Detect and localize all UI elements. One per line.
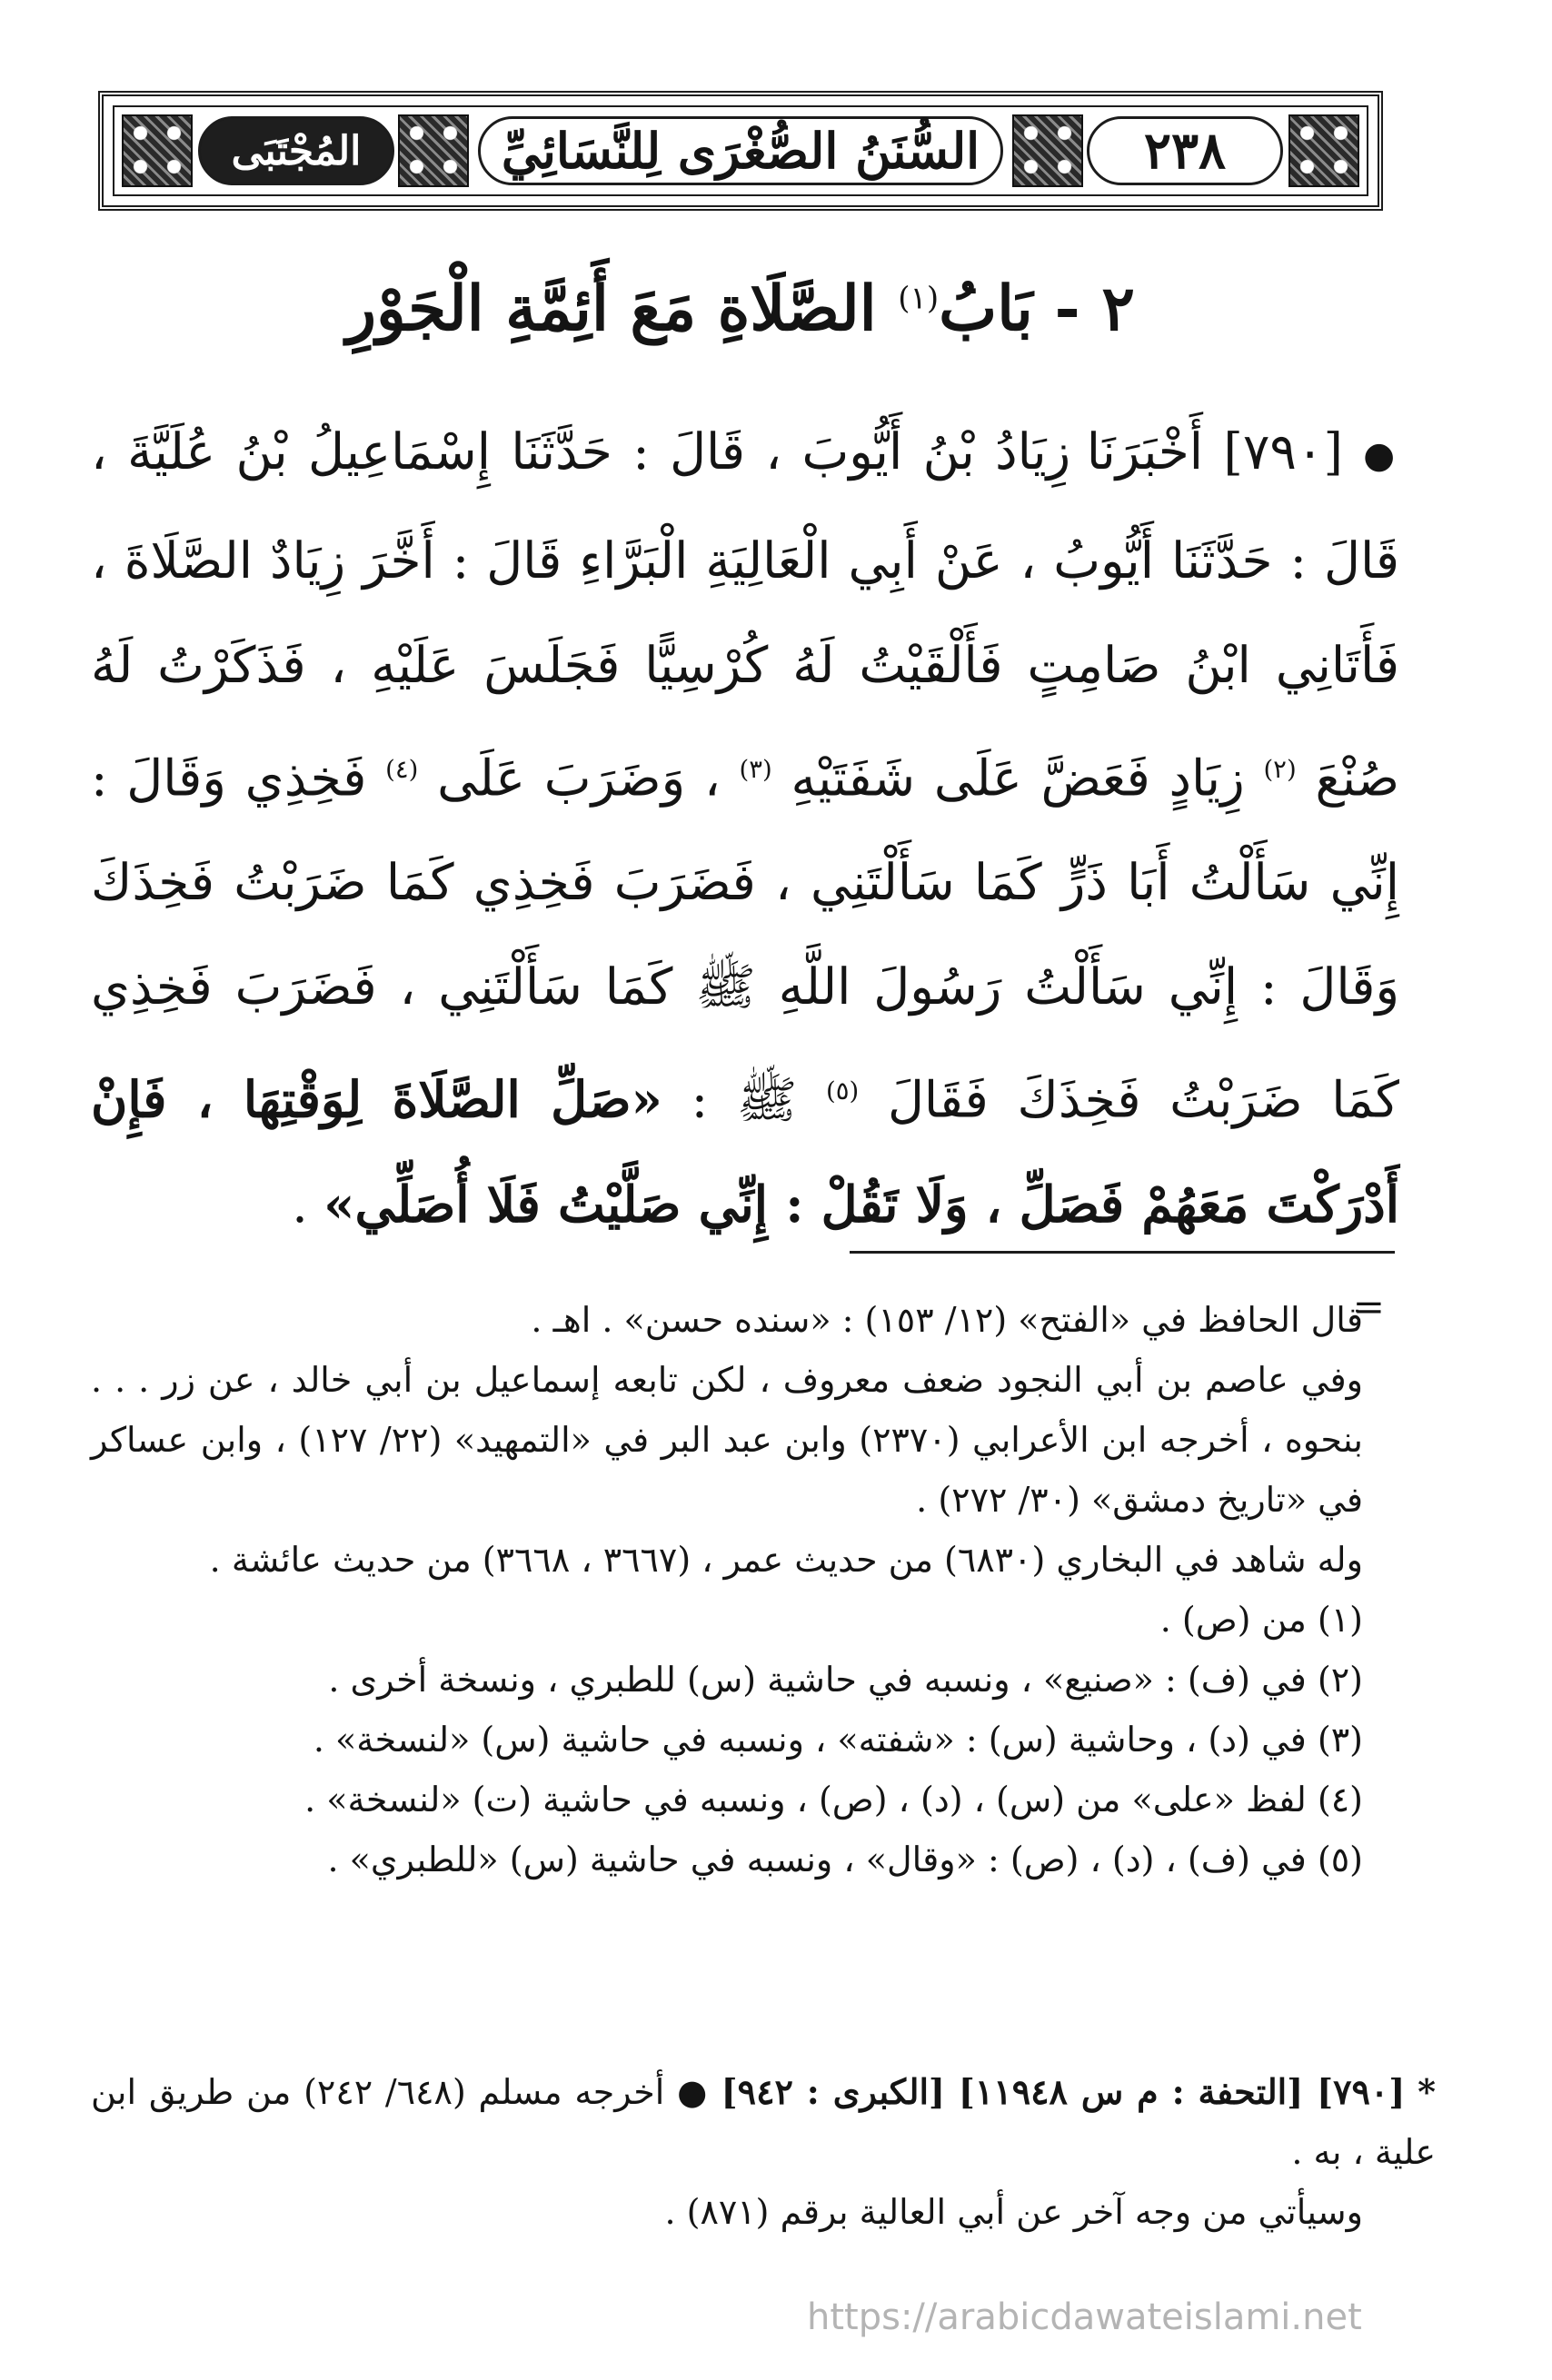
- bullet-icon: ●: [677, 2072, 709, 2112]
- footnote-ref-1: (١): [898, 280, 940, 317]
- page-header: [98, 91, 1383, 211]
- hadith-isnad: أَخْبَرَنَا زِيَادُ بْنُ أَيُّوبَ ، قَالَ : حَدَّثَنَا إِسْمَاعِيلُ بْنُ عُلَيَّةَ ، قَالَ : حَدَّثَنَا أَيُّوبُ ، عَنْ أَبِي الْعَالِيَةِ الْبَرَّاءِ قَالَ : أَخَّرَ زِيَادٌ الصَّلَاةَ ، فَأَتَانِي ابْنُ صَامِتٍ فَأَلْقَيْتُ لَهُ كُرْسِيًّا فَجَلَسَ عَلَيْهِ ، فَذَكَرْتُ لَهُ صُنْعَ: [91, 422, 1400, 807]
- takhrij-note: وسيأتي من وجه آخر عن أبي العالية برقم (٨٧١) .: [664, 2192, 1363, 2232]
- footnote-ref-5: (٥): [826, 1076, 860, 1106]
- hadith-text-3: ، وَضَرَبَ عَلَى: [437, 748, 721, 807]
- salutation-glyph: ﷺ :: [691, 1070, 798, 1129]
- chapter-number: ٢: [1101, 273, 1135, 345]
- ornament-pattern-right-inner: [1012, 114, 1083, 187]
- watermark-url: https://arabicdawateislami.net: [807, 2296, 1362, 2338]
- footnote-line: قال الحافظ في «الفتح» (١٢/ ١٥٣) : «سنده حسن» . اهـ .: [531, 1300, 1363, 1340]
- chapter-bab: بَابُ: [939, 273, 1033, 345]
- star-icon: *: [1418, 2071, 1436, 2112]
- header-border: [113, 105, 1368, 196]
- page-number: ٢٣٨: [1143, 121, 1227, 181]
- footnote-ref-2: (٢): [1263, 754, 1297, 784]
- title-cartouche: [478, 116, 1003, 185]
- footnote-line: (٣) في (د) ، وحاشية (س) : «شفته» ، ونسبه في حاشية (س) «لنسخة» .: [313, 1720, 1363, 1760]
- footnote-line: (١) من (ص) .: [1159, 1600, 1363, 1640]
- bullet-icon: ●: [1363, 434, 1400, 477]
- hadith-end: .: [292, 1175, 308, 1235]
- hadith-number: [٧٩٠]: [1223, 422, 1343, 481]
- footnotes: [91, 1290, 1363, 1889]
- book-title: السُّنَنُ الصُّغْرَى لِلنَّسَائِيِّ: [501, 122, 980, 180]
- takhrij-section: [91, 2062, 1436, 2242]
- ornament-pattern-left-inner: [398, 114, 469, 187]
- page-number-cartouche: [1087, 116, 1283, 185]
- hadith-text: [91, 400, 1399, 1257]
- chapter-title: الصَّلَاةِ مَعَ أَئِمَّةِ الْجَوْرِ: [346, 273, 877, 345]
- ornament-pattern-right: [1288, 114, 1359, 187]
- volume-label: المُجْتَبَى: [231, 127, 362, 174]
- footnote-line: (٢) في (ف) : «صنيع» ، ونسبه في حاشية (س) للطبري ، ونسخة أخرى .: [328, 1660, 1363, 1700]
- hadith-text-4: فَخِذِي وَقَالَ : إِنِّي سَأَلْتُ أَبَا ذَرٍّ كَمَا سَأَلْتَنِي ، فَضَرَبَ فَخِذِي كَمَا ضَرَبْتُ فَخِذَكَ وَقَالَ : إِنِّي سَأَلْتُ رَسُولَ اللَّهِ ﷺ كَمَا سَأَلْتَنِي ، فَضَرَبَ فَخِذِي كَمَا ضَرَبْتُ فَخِذَكَ فَقَالَ: [91, 748, 1399, 1129]
- footnote-line: (٤) لفظ «على» من (س) ، (د) ، (ص) ، ونسبه في حاشية (ت) «لنسخة» .: [304, 1780, 1363, 1820]
- takhrij-text: أخرجه مسلم (٦٤٨/ ٢٤٢) من طريق ابن علية ، به .: [91, 2072, 1436, 2172]
- footnote-ref-3: (٣): [739, 754, 772, 784]
- footnote-ref-4: (٤): [385, 754, 419, 784]
- footnote-line: (٥) في (ف) ، (د) ، (ص) : «وقال» ، ونسبه في حاشية (س) «للطبري» .: [327, 1840, 1363, 1879]
- takhrij-reference: [٧٩٠] [التحفة : م س ١١٩٤٨] [الكبرى : ٩٤٢]: [721, 2071, 1406, 2112]
- hadith-text-2: زِيَادٍ فَعَضَّ عَلَى شَفَتَيْهِ: [791, 748, 1245, 807]
- prophet-saying: «صَلِّ الصَّلَاةَ لِوَقْتِهَا ، فَإِنْ أَدْرَكْتَ مَعَهُمْ فَصَلِّ ، وَلَا تَقُلْ : إِنِّي صَلَّيْتُ فَلَا أُصَلِّي»: [91, 1069, 1399, 1235]
- footnote-line: وفي عاصم بن أبي النجود ضعف معروف ، لكن تابعه إسماعيل بن أبي خالد ، عن زر . . . بنحوه ، أخرجه ابن الأعرابي (٢٣٧٠) وابن عبد البر في «التمهيد» (٢٢/ ١٢٧) ، وابن عساكر في «تاريخ دمشق» (٣٠/ ٢٧٢) .: [91, 1360, 1363, 1520]
- footnote-separator: [850, 1251, 1395, 1254]
- footnote-line: وله شاهد في البخاري (٦٨٣٠) من حديث عمر ، (٣٦٦٧ ، ٣٦٦٨) من حديث عائشة .: [209, 1540, 1363, 1580]
- ornament-pattern-left: [122, 114, 193, 187]
- chapter-dash: -: [1054, 273, 1080, 345]
- chapter-heading: [98, 273, 1383, 347]
- takhrij-line: [91, 2062, 1436, 2182]
- footnote-continuation-mark: =: [1352, 1284, 1385, 1329]
- volume-cartouche: [198, 116, 394, 185]
